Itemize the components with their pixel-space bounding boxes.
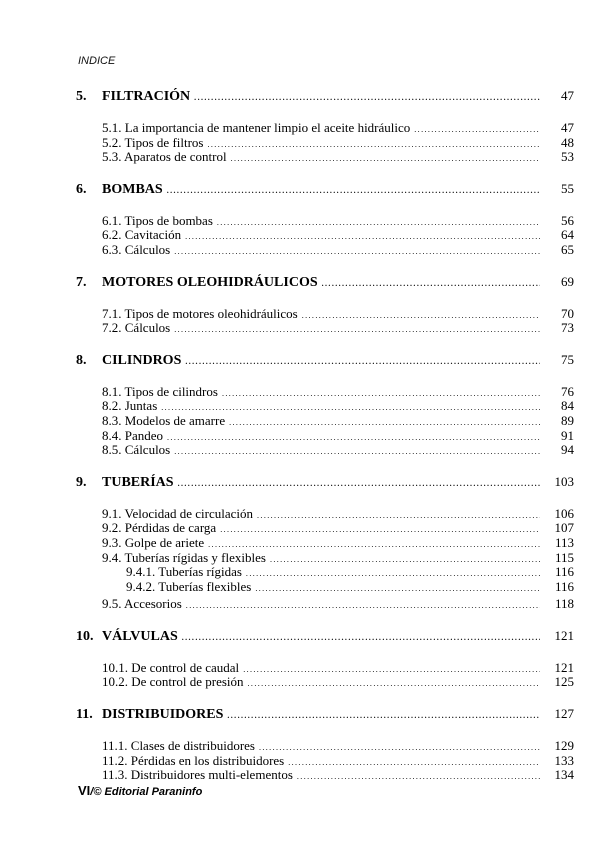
entry-page-number: 47	[561, 120, 574, 135]
entry-title: 9.5. Accesorios	[102, 596, 182, 612]
entry-page-number: 133	[554, 752, 574, 768]
entry-page-number: 56	[561, 212, 574, 228]
toc-subsection-entry[interactable]	[76, 768, 574, 783]
toc-subsection-entry[interactable]	[76, 136, 574, 151]
entry-page-number: 113	[554, 534, 574, 550]
toc-chapter-section	[76, 706, 574, 783]
entry-page-number: 65	[561, 241, 574, 257]
publisher-credit: /© Editorial Paraninfo	[90, 786, 203, 798]
entry-title: 11.1. Clases de distribuidores	[102, 738, 255, 754]
dot-leader	[243, 663, 540, 678]
toc-subsection-entry[interactable]	[76, 243, 574, 258]
toc-chapter-heading[interactable]	[76, 706, 574, 726]
chapter-number: 8.	[76, 352, 87, 368]
chapter-page-number: 47	[561, 88, 574, 103]
dot-leader	[270, 553, 540, 568]
dot-leader	[174, 323, 540, 338]
chapter-title: MOTORES OLEOHIDRÁULICOS	[102, 274, 318, 290]
chapter-title: CILINDROS	[102, 352, 182, 368]
entry-title: 5.1. La importancia de mantener limpio el aceite hidráulico	[102, 120, 411, 135]
toc-chapter-section	[76, 274, 574, 336]
dot-leader	[185, 230, 540, 245]
entry-title: 9.2. Pérdidas de carga	[102, 520, 217, 536]
dot-leader	[227, 711, 540, 720]
chapter-page-number: 127	[554, 706, 574, 722]
page-number-roman: VI	[78, 783, 91, 798]
entry-page-number: 91	[561, 427, 574, 443]
toc-chapter-heading[interactable]	[76, 181, 574, 201]
entry-page-number: 73	[561, 320, 574, 336]
chapter-page-number: 55	[561, 180, 574, 196]
running-head: INDICE	[78, 55, 116, 67]
dot-leader	[167, 186, 540, 195]
entry-title: 10.1. De control de caudal	[102, 659, 240, 675]
chapter-number: 7.	[76, 274, 87, 290]
toc-subsubsection-entry[interactable]	[76, 565, 574, 580]
dot-leader	[414, 123, 540, 138]
entry-title: 8.5. Cálculos	[102, 442, 171, 458]
entry-title: 9.4.1. Tuberías rígidas	[126, 564, 242, 580]
chapter-page-number: 69	[561, 273, 574, 289]
dot-leader	[220, 523, 540, 538]
page-footer	[78, 783, 202, 798]
dot-leader	[174, 245, 540, 260]
entry-page-number: 89	[561, 412, 574, 428]
chapter-number: 6.	[76, 181, 87, 197]
toc-subsection-entry[interactable]	[76, 414, 574, 429]
entry-title: 9.4. Tuberías rígidas y flexibles	[102, 549, 266, 565]
toc-chapter-section	[76, 628, 574, 690]
entry-title: 8.3. Modelos de amarre	[102, 412, 226, 428]
dot-leader	[297, 770, 540, 785]
chapter-number: 10.	[76, 628, 94, 644]
entry-page-number: 116	[554, 564, 574, 580]
dot-leader	[178, 479, 540, 488]
entry-title: 8.1. Tipos de cilindros	[102, 383, 218, 399]
entry-title: 6.2. Cavitación	[102, 227, 182, 243]
dot-leader	[322, 279, 540, 288]
entry-page-number: 118	[554, 596, 574, 612]
dot-leader	[222, 387, 540, 402]
toc-chapter-heading[interactable]	[76, 274, 574, 294]
toc-chapter-section	[76, 474, 574, 612]
toc-subsection-entry[interactable]	[76, 307, 574, 322]
chapter-page-number: 103	[554, 473, 574, 489]
dot-leader	[257, 509, 540, 524]
dot-leader	[259, 741, 540, 756]
toc-chapter-heading[interactable]	[76, 628, 574, 648]
entry-title: 8.4. Pandeo	[102, 427, 164, 443]
toc-chapter-heading[interactable]	[76, 88, 574, 108]
entry-page-number: 115	[554, 549, 574, 565]
toc-chapter-heading[interactable]	[76, 474, 574, 494]
toc-chapter-heading[interactable]	[76, 352, 574, 372]
chapter-title: DISTRIBUIDORES	[102, 707, 224, 723]
entry-title: 9.3. Golpe de ariete	[102, 534, 205, 550]
dot-leader	[255, 582, 540, 597]
dot-leader	[246, 567, 540, 582]
toc-subsection-entry[interactable]	[76, 675, 574, 690]
toc-subsection-entry[interactable]	[76, 754, 574, 769]
toc-subsection-entry[interactable]	[76, 597, 574, 612]
dot-leader	[167, 431, 540, 446]
toc-chapter-section	[76, 352, 574, 458]
chapter-title: VÁLVULAS	[102, 628, 178, 644]
entry-title: 5.2. Tipos de filtros	[102, 134, 204, 150]
entry-title: 6.3. Cálculos	[102, 241, 171, 257]
entry-title: 10.2. De control de presión	[102, 674, 244, 690]
chapter-title: BOMBAS	[102, 181, 163, 197]
toc-subsection-entry[interactable]	[76, 214, 574, 229]
toc-subsection-entry[interactable]	[76, 429, 574, 444]
entry-page-number: 107	[554, 520, 574, 536]
entry-page-number: 121	[554, 659, 574, 675]
dot-leader	[248, 677, 540, 692]
entry-page-number: 125	[554, 674, 574, 690]
chapter-number: 9.	[76, 474, 87, 490]
chapter-title: FILTRACIÓN	[102, 89, 191, 104]
toc-subsection-entry[interactable]	[76, 551, 574, 566]
entry-page-number: 70	[561, 305, 574, 321]
entry-page-number: 106	[554, 505, 574, 521]
toc-subsection-entry[interactable]	[76, 739, 574, 754]
entry-title: 11.3. Distribuidores multi-elementos	[102, 767, 293, 783]
toc-subsection-entry[interactable]	[76, 121, 574, 136]
chapter-number: 5.	[76, 89, 87, 104]
toc-subsection-entry[interactable]	[76, 399, 574, 414]
entry-title: 7.2. Cálculos	[102, 320, 171, 336]
toc-subsubsection-entry[interactable]	[76, 580, 574, 595]
dot-leader	[231, 152, 540, 167]
toc-subsection-entry[interactable]	[76, 661, 574, 676]
dot-leader	[229, 416, 540, 431]
entry-page-number: 84	[561, 398, 574, 414]
dot-leader	[185, 357, 540, 366]
dot-leader	[288, 756, 540, 771]
entry-page-number: 64	[561, 227, 574, 243]
entry-title: 8.2. Juntas	[102, 398, 158, 414]
entry-title: 6.1. Tipos de bombas	[102, 212, 213, 228]
entry-page-number: 94	[561, 442, 574, 458]
entry-page-number: 116	[554, 578, 574, 594]
chapter-title: TUBERÍAS	[102, 474, 174, 490]
entry-page-number: 53	[561, 149, 574, 165]
entry-title: 11.2. Pérdidas en los distribuidores	[102, 752, 285, 768]
dot-leader	[182, 633, 540, 642]
entry-page-number: 134	[554, 767, 574, 783]
dot-leader	[194, 93, 540, 102]
chapter-page-number: 75	[561, 351, 574, 367]
toc-subsection-entry[interactable]	[76, 507, 574, 522]
toc-subsection-entry[interactable]	[76, 536, 574, 551]
entry-title: 5.3. Aparatos de control	[102, 149, 227, 165]
table-of-contents	[76, 88, 574, 799]
toc-subsection-entry[interactable]	[76, 385, 574, 400]
entry-title: 9.4.2. Tuberías flexibles	[126, 578, 252, 594]
entry-page-number: 76	[561, 383, 574, 399]
chapter-number: 11.	[76, 707, 93, 723]
dot-leader	[208, 138, 541, 153]
dot-leader	[174, 445, 540, 460]
dot-leader	[302, 309, 540, 324]
toc-chapter-section	[76, 88, 574, 165]
toc-subsection-entry[interactable]	[76, 228, 574, 243]
entry-page-number: 48	[561, 134, 574, 150]
dot-leader	[186, 599, 540, 614]
dot-leader	[217, 216, 540, 231]
toc-subsection-entry[interactable]	[76, 321, 574, 336]
toc-subsection-entry[interactable]	[76, 521, 574, 536]
entry-title: 9.1. Velocidad de circulación	[102, 505, 254, 521]
toc-chapter-section	[76, 181, 574, 258]
entry-page-number: 129	[554, 738, 574, 754]
chapter-page-number: 121	[554, 627, 574, 643]
toc-subsection-entry[interactable]	[76, 150, 574, 165]
toc-subsection-entry[interactable]	[76, 443, 574, 458]
entry-title: 7.1. Tipos de motores oleohidráulicos	[102, 305, 298, 321]
